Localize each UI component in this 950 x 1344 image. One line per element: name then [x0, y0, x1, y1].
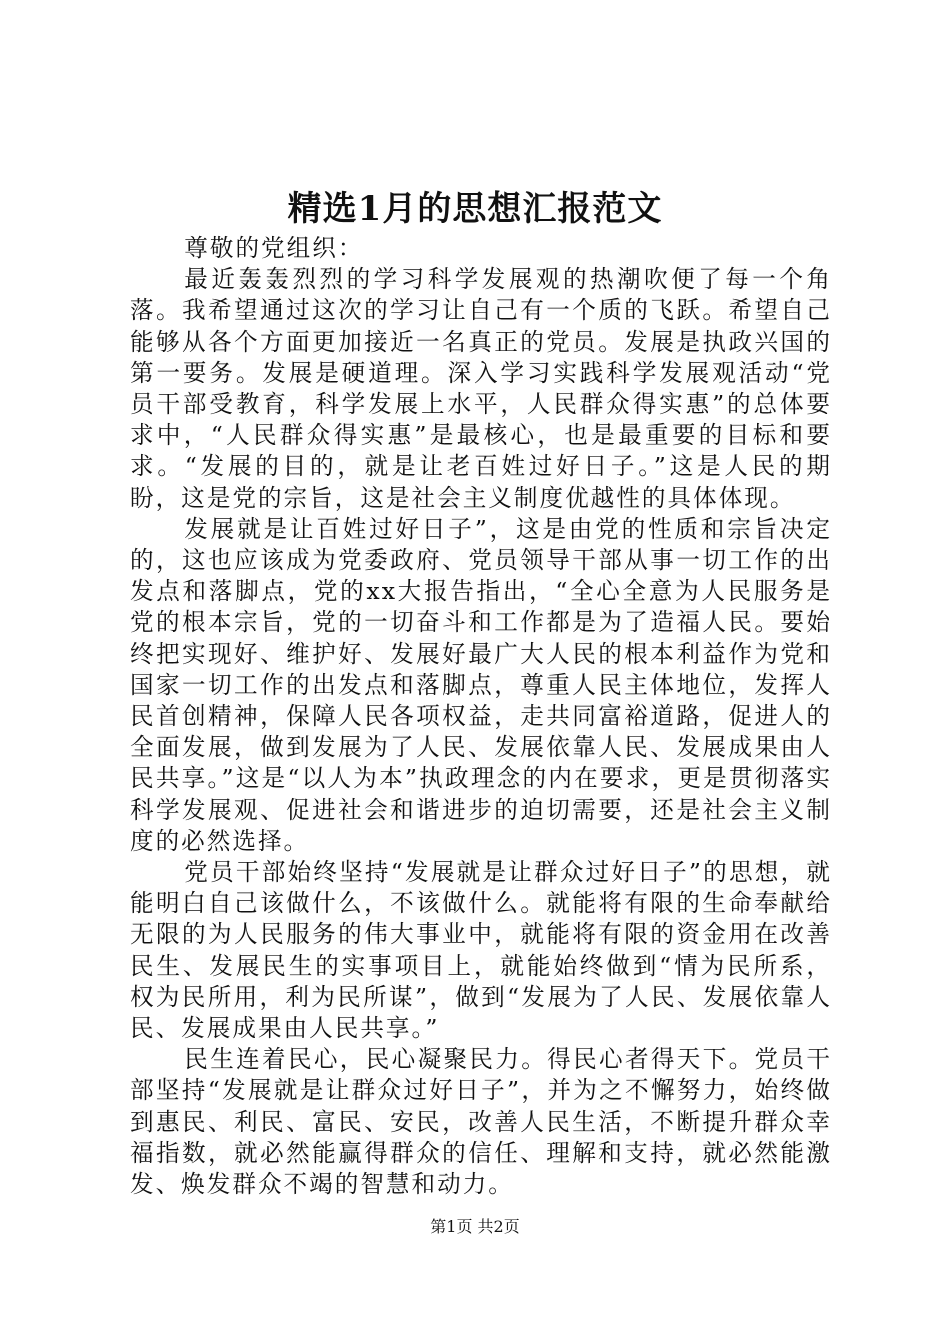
- paragraph-3: 党员干部始终坚持“发展就是让群众过好日子”的思想，就能明白自己该做什么，不该做什么。就能将有限的生命奉献给无限的为人民服务的伟大事业中，就能将有限的资金用在改善民生、发展民生的实事项目上，就能始终做到“情为民所系，权为民所用，利为民所谋”，做到“发展为了人民、发展依靠人民、发展成果由人民共享。”: [130, 858, 832, 1043]
- paragraph-2: 发展就是让百姓过好日子”，这是由党的性质和宗旨决定的，这也应该成为党委政府、党员领导干部从事一切工作的出发点和落脚点，党的xx大报告指出，“全心全意为人民服务是党的根本宗旨，党的一切奋斗和工作都是为了造福人民。要始终把实现好、维护好、发展好最广大人民的根本利益作为党和国家一切工作的出发点和落脚点，尊重人民主体地位，发挥人民首创精神，保障人民各项权益，走共同富裕道路，促进人的全面发展，做到发展为了人民、发展依靠人民、发展成果由人民共享。”这是“以人为本”执政理念的内在要求，更是贯彻落实科学发展观、促进社会和谐进步的迫切需要，还是社会主义制度的必然选择。: [130, 514, 832, 855]
- paragraph-4: 民生连着民心，民心凝聚民力。得民心者得天下。党员干部坚持“发展就是让群众过好日子”，并为之不懈努力，始终做到惠民、利民、富民、安民，改善人民生活，不断提升群众幸福指数，就必然能赢得群众的信任、理解和支持，就必然能激发、焕发群众不竭的智慧和动力。: [130, 1045, 832, 1199]
- document-title: 精选1月的思想汇报范文: [287, 189, 663, 229]
- salutation: 尊敬的党组织：: [184, 234, 364, 262]
- document-body: [130, 233, 832, 1200]
- page-footer: 第1页 共2页: [430, 1217, 520, 1236]
- paragraph-1: 最近轰轰烈烈的学习科学发展观的热潮吹便了每一个角落。我希望通过这次的学习让自己有一个质的飞跃。希望自己能够从各个方面更加接近一名真正的党员。发展是执政兴国的第一要务。发展是硬道理。深入学习实践科学发展观活动“党员干部受教育，科学发展上水平，人民群众得实惠”的总体要求中，“人民群众得实惠”是最核心，也是最重要的目标和要求。“发展的目的，就是让老百姓过好日子。”这是人民的期盼，这是党的宗旨，这是社会主义制度优越性的具体体现。: [130, 265, 832, 512]
